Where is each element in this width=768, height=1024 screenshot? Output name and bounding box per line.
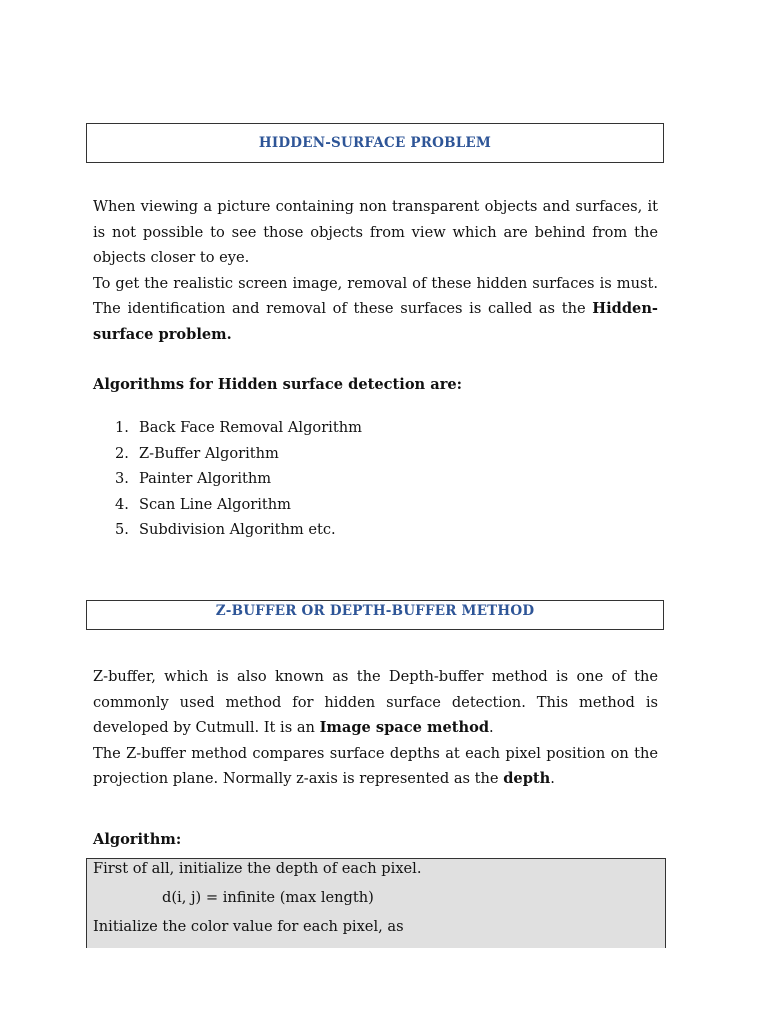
- list-item: [115, 466, 362, 492]
- list-number: 4.: [115, 495, 129, 513]
- paragraph-removal-text: To get the realistic screen image, removal of these hidden surfaces is must. The identification and removal of these surfaces is called as the: [93, 274, 658, 318]
- list-label: Z-Buffer Algorithm: [139, 444, 279, 462]
- z-buffer-intro-end: .: [489, 719, 494, 737]
- algorithm-box: [86, 858, 666, 948]
- paragraph-viewing: When viewing a picture containing non transparent objects and surfaces, it is not possible to see those objects from view which are behind from the objects closer to eye.: [93, 198, 658, 267]
- section-heading-z-buffer: Z-BUFFER OR DEPTH-BUFFER METHOD: [86, 600, 664, 630]
- list-item: [115, 415, 362, 441]
- list-item: [115, 492, 362, 518]
- z-buffer-depth-end: .: [550, 770, 555, 788]
- algorithms-heading: Algorithms for Hidden surface detection are:: [93, 376, 463, 393]
- z-buffer-depth-text: The Z-buffer method compares surface depths at each pixel position on the projection plane. Normally z-axis is represented as the: [93, 744, 658, 788]
- list-label: Scan Line Algorithm: [139, 495, 292, 513]
- section-heading-hidden-surface: HIDDEN-SURFACE PROBLEM: [86, 123, 664, 163]
- paragraph-z-buffer-intro: [93, 664, 658, 741]
- algorithm-line: First of all, initialize the depth of each pixel.: [93, 860, 422, 877]
- algorithm-label: Algorithm:: [93, 831, 182, 848]
- image-space-term: Image space method: [319, 719, 490, 737]
- hidden-surface-term: Hidden-surface problem.: [93, 300, 658, 343]
- algorithms-list: [115, 415, 362, 543]
- list-label: Subdivision Algorithm etc.: [139, 521, 336, 539]
- intro-paragraph: [93, 194, 658, 348]
- list-item: [115, 517, 362, 543]
- list-number: 2.: [115, 444, 129, 462]
- z-buffer-intro-text: Z-buffer, which is also known as the Depth-buffer method is one of the commonly used method for hidden surface detection. This method is developed by Cutmull. It is an: [93, 668, 658, 737]
- algorithm-line: Initialize the color value for each pixel, as: [93, 918, 404, 935]
- algorithm-line: d(i, j) = infinite (max length): [162, 889, 374, 906]
- list-number: 1.: [115, 419, 129, 436]
- depth-term: depth: [503, 770, 551, 788]
- list-item: [115, 441, 362, 467]
- list-number: 5.: [115, 521, 129, 539]
- list-label: Back Face Removal Algorithm: [139, 419, 362, 436]
- z-buffer-paragraph: [93, 664, 658, 792]
- list-label: Painter Algorithm: [139, 470, 272, 488]
- list-number: 3.: [115, 470, 129, 488]
- paragraph-removal: [93, 271, 658, 348]
- paragraph-z-buffer-depth: [93, 741, 658, 792]
